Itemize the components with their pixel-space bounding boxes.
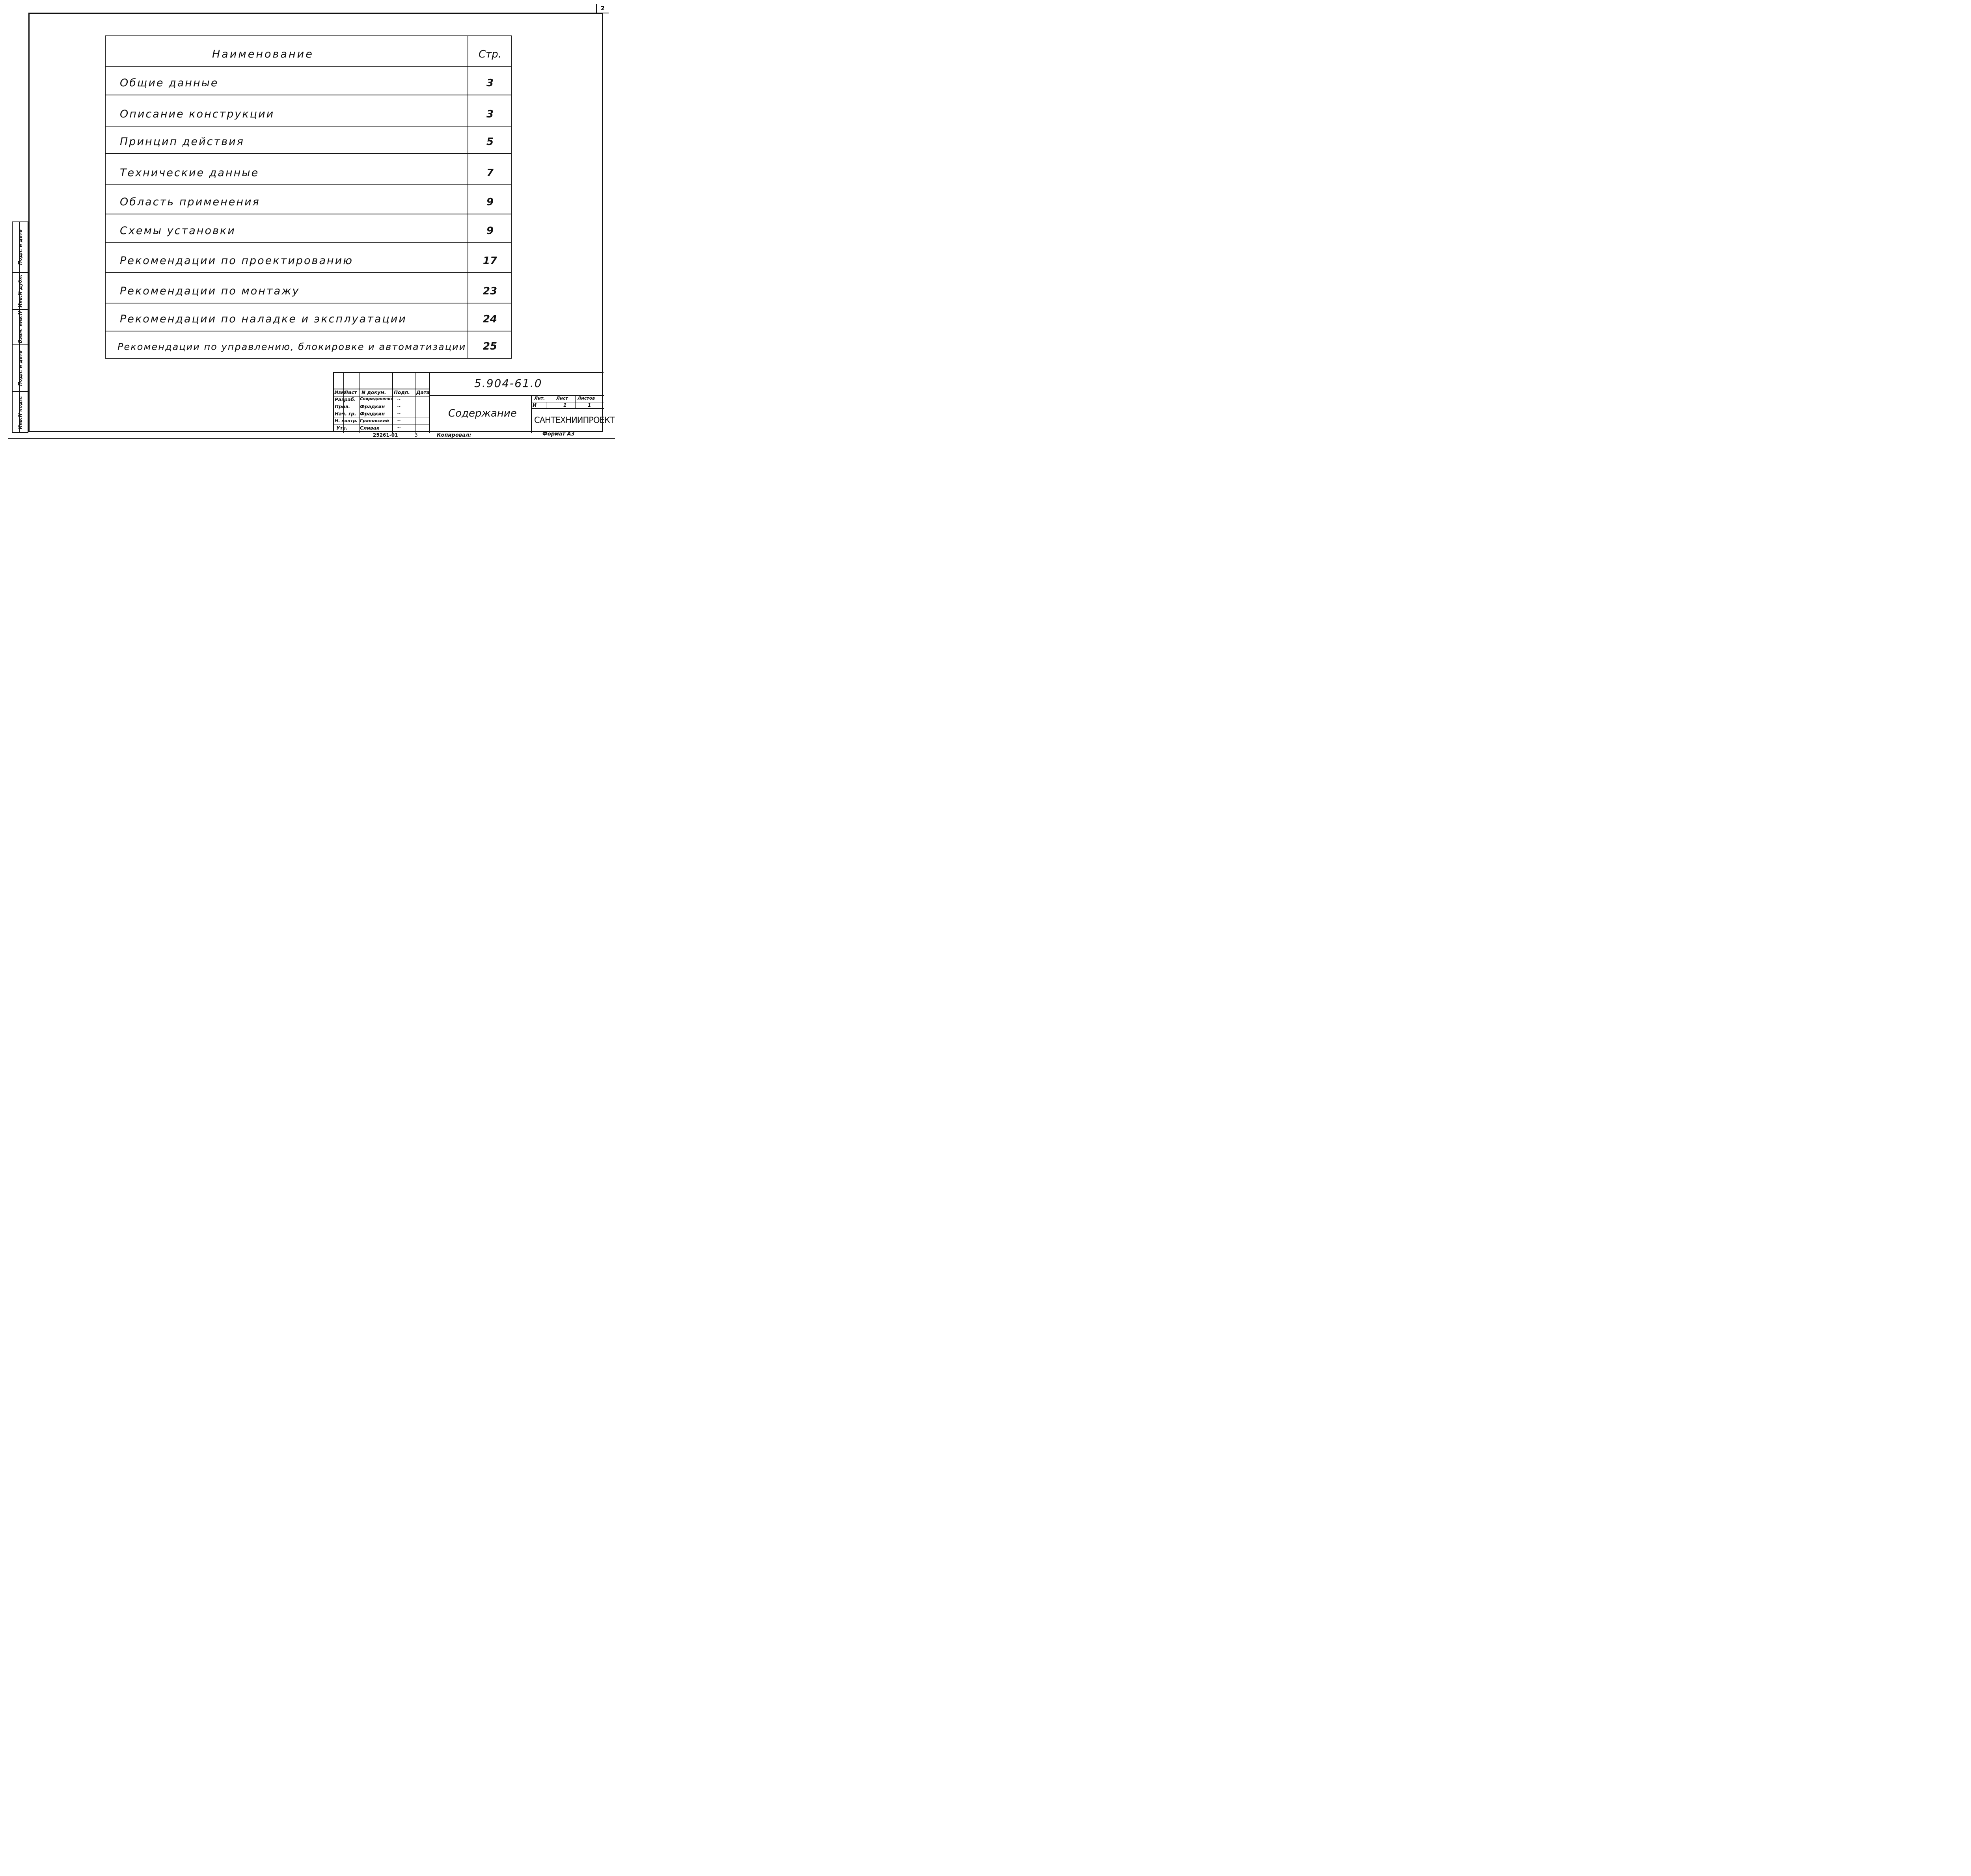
sheets-label: Листов: [578, 396, 595, 401]
side-stamp: [12, 221, 28, 433]
role-name: Спиридоненко: [360, 397, 393, 401]
role-label: Пров.: [335, 404, 350, 409]
signature-mark: ~: [397, 411, 401, 416]
row-name: Область применения: [120, 196, 260, 208]
row-name: Рекомендации по монтажу: [120, 285, 300, 297]
role-name: Фрадкин: [360, 404, 385, 409]
row-page: 5: [486, 136, 494, 148]
table-row: [106, 154, 511, 185]
row-page: 23: [483, 285, 497, 297]
side-cell: [13, 222, 28, 273]
hdr-date: Дата: [416, 390, 430, 395]
row-name: Описание конструкции: [120, 108, 275, 120]
side-cell: [13, 273, 28, 310]
side-label: Подп. и дата: [17, 229, 23, 265]
hdr-doc-no: N докум.: [361, 390, 386, 395]
table-row: [106, 127, 511, 154]
table-row: [106, 95, 511, 127]
side-label: Подп. и дата: [17, 350, 23, 386]
table-row: [106, 185, 511, 214]
row-name: Схемы установки: [120, 225, 236, 237]
role-label: Разраб.: [335, 397, 356, 402]
row-name: Принцип действия: [120, 136, 244, 148]
signature-mark: ~: [397, 404, 401, 409]
hdr-change: Изм: [334, 390, 345, 395]
role-name: Фрадкин: [360, 411, 385, 417]
row-page: 17: [483, 255, 497, 267]
side-label: Инв.N подл.: [17, 396, 23, 430]
role-label: Нач. гр.: [335, 411, 356, 417]
grid-line: [531, 395, 532, 433]
row-page: 24: [483, 313, 497, 325]
signature-mark: ~: [397, 396, 401, 402]
side-cell: [13, 392, 28, 434]
row-page: 7: [486, 167, 494, 179]
table-row: [106, 214, 511, 243]
bottom-edge-line: [8, 438, 615, 439]
row-page: 9: [486, 225, 494, 237]
row-name: Рекомендации по управлению, блокировке и автоматизации: [117, 341, 466, 352]
stage-value: И: [533, 402, 537, 408]
copied-label: Копировал:: [437, 432, 471, 438]
row-name: Общие данные: [120, 77, 219, 89]
sheets-value: 1: [588, 402, 591, 408]
row-page: 3: [486, 77, 494, 89]
document-title: Содержание: [448, 408, 517, 419]
header-name: Наименование: [212, 48, 314, 60]
archive-sheet: 3: [415, 432, 418, 438]
archive-number: 25261-01: [373, 432, 398, 438]
role-name: Сливак: [360, 425, 380, 431]
role-label: Н. контр.: [335, 418, 358, 423]
organization-name: САНТЕХНИИПРОЕКТ: [534, 415, 615, 425]
grid-line: [531, 408, 604, 409]
row-page: 25: [483, 341, 497, 352]
signature-mark: ~: [397, 418, 401, 423]
table-row: [106, 303, 511, 331]
side-label: Инв.N дубл.: [17, 274, 23, 307]
table-header: [106, 36, 511, 67]
sheet-number: 2: [596, 4, 609, 13]
side-cell: [13, 345, 28, 392]
document-designation: 5.904-61.0: [474, 377, 542, 390]
grid-line: [575, 395, 576, 409]
title-block: [333, 372, 615, 432]
table-row: [106, 243, 511, 273]
table-row: [106, 331, 511, 358]
hdr-sign: Подп.: [394, 390, 410, 395]
table-row: [106, 273, 511, 303]
role-name: Грановский: [360, 418, 389, 423]
row-page: 3: [486, 108, 494, 120]
hdr-sheet: Лист: [344, 390, 357, 395]
row-name: Рекомендации по проектированию: [120, 255, 353, 267]
sheet-label: Лист: [556, 396, 568, 401]
row-page: 9: [486, 196, 494, 208]
contents-table: [105, 35, 512, 359]
role-label: Утв.: [336, 425, 348, 431]
row-name: Технические данные: [120, 167, 259, 179]
sheet-value: 1: [563, 402, 567, 408]
format-label: Формат А3: [542, 431, 575, 437]
table-row: [106, 67, 511, 95]
side-cell: [13, 310, 28, 345]
row-name: Рекомендации по наладке и эксплуатации: [120, 313, 407, 325]
signature-mark: ~: [397, 425, 401, 430]
side-label: Взам. инв.N: [17, 311, 23, 343]
header-page: Стр.: [478, 48, 502, 60]
stage-label: Лит.: [534, 396, 545, 401]
